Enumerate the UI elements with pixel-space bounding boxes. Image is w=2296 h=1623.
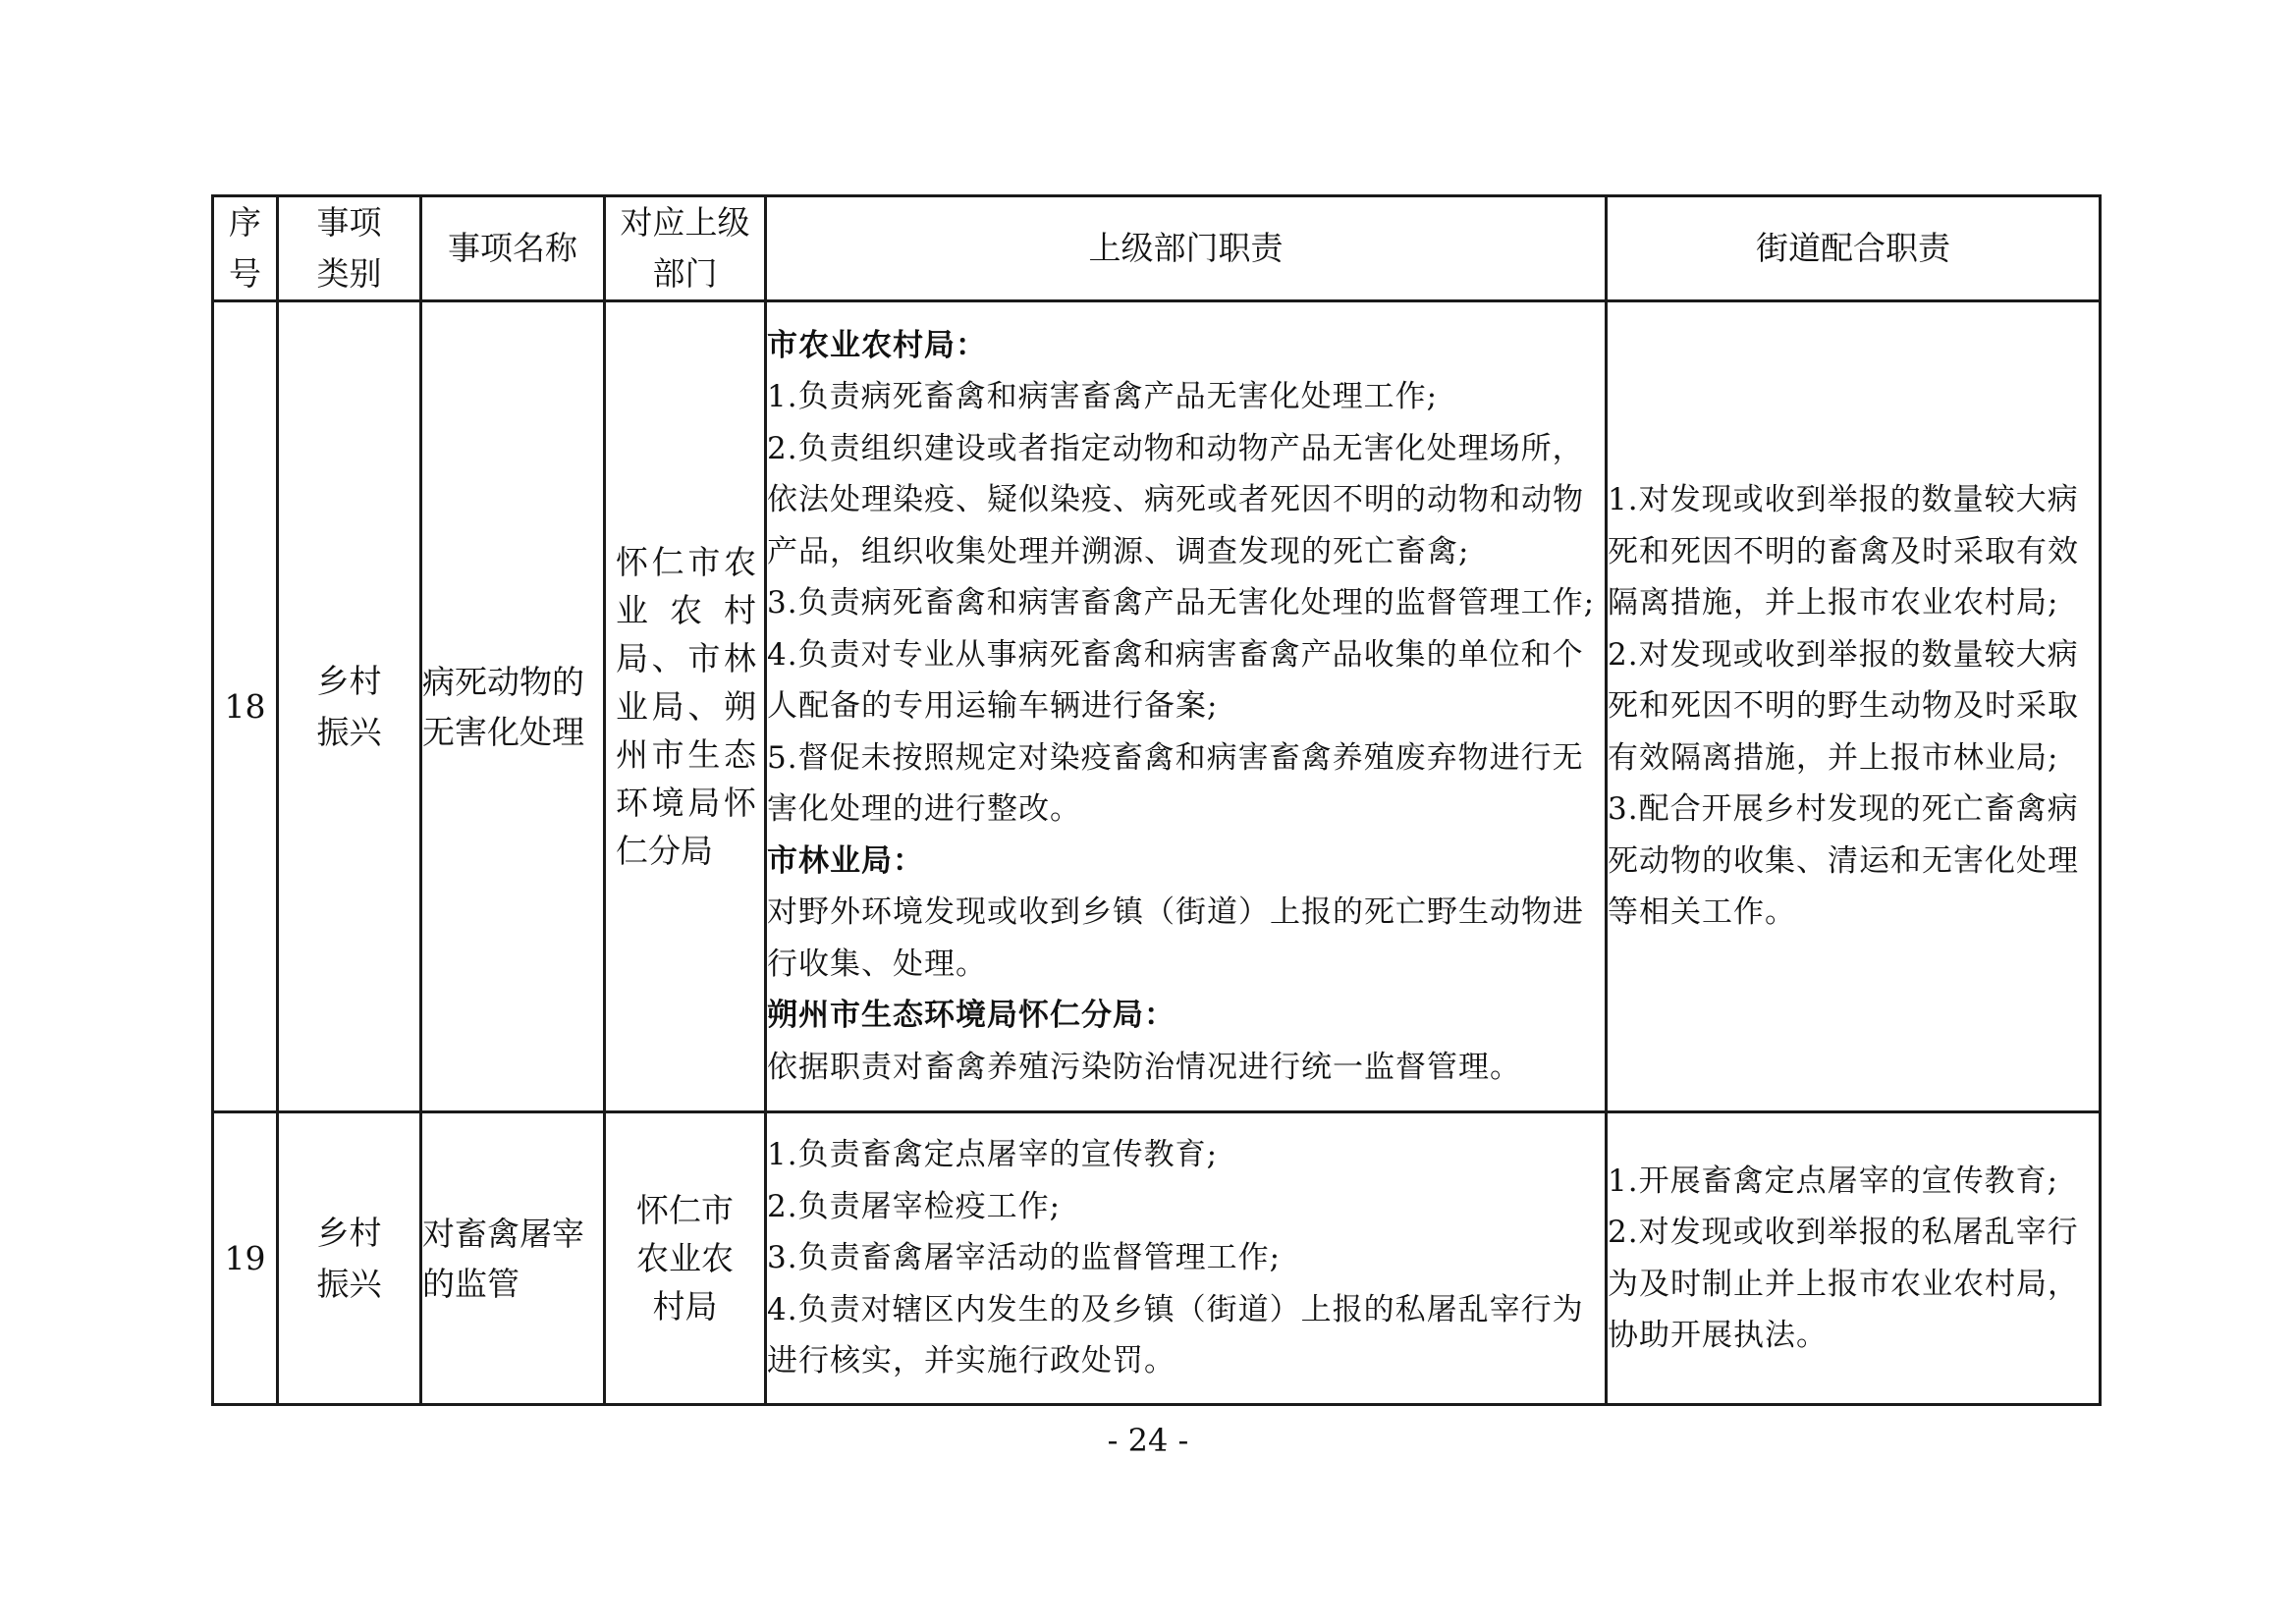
duty-item: 1.负责畜禽定点屠宰的宣传教育;: [767, 1137, 1219, 1173]
page-number: - 24 -: [1107, 1422, 1189, 1459]
row-no: 18: [213, 301, 278, 1112]
duty-item: 对野外环境发现或收到乡镇（街道）上报的死亡野生动物进行收集、处理。: [767, 894, 1584, 982]
street-duty-item: 1.开展畜禽定点屠宰的宣传教育;: [1608, 1163, 2059, 1199]
header-name: 事项名称: [421, 196, 605, 301]
duty-item: 2.负责组织建设或者指定动物和动物产品无害化处理场所，依法处理染疫、疑似染疫、病死或者死因不明的动物和动物产品，组织收集处理并溯源、调查发现的死亡畜禽;: [767, 430, 1584, 569]
street-duty-item: 2.对发现或收到举报的数量较大病死和死因不明的野生动物及时采取有效隔离措施，并上报市林业局;: [1608, 636, 2079, 776]
row-street-duties: [1607, 301, 2101, 1112]
table-header-row: [213, 196, 2101, 301]
row-item-name: 对畜禽屠宰的监管: [421, 1112, 605, 1405]
table-row: [213, 1112, 2101, 1405]
duty-item: 4.负责对辖区内发生的及乡镇（街道）上报的私屠乱宰行为进行核实，并实施行政处罚。: [767, 1291, 1584, 1380]
duty-item: 4.负责对专业从事病死畜禽和病害畜禽产品收集的单位和个人配备的专用运输车辆进行备案;: [767, 636, 1584, 725]
duty-item: 3.负责病死畜禽和病害畜禽产品无害化处理的监督管理工作;: [767, 585, 1596, 622]
duty-item: 依据职责对畜禽养殖污染防治情况进行统一监督管理。: [767, 1049, 1521, 1085]
duty-org-title: 朔州市生态环境局怀仁分局：: [767, 998, 1175, 1034]
table-row: [213, 301, 2101, 1112]
row-upper-duties: [766, 301, 1607, 1112]
street-duty-item: 1.对发现或收到举报的数量较大病死和死因不明的畜禽及时采取有效隔离措施，并上报市农业农村局;: [1608, 482, 2079, 622]
duty-item: 5.督促未按照规定对染疫畜禽和病害畜禽养殖废弃物进行无害化处理的进行整改。: [767, 739, 1584, 828]
header-dept: 对应上级部门: [605, 196, 766, 301]
row-item-name: 病死动物的无害化处理: [421, 301, 605, 1112]
duty-item: 1.负责病死畜禽和病害畜禽产品无害化处理工作;: [767, 379, 1439, 415]
street-duty-item: 2.对发现或收到举报的私屠乱宰行为及时制止并上报市农业农村局，协助开展执法。: [1608, 1215, 2079, 1353]
duty-item: 2.负责屠宰检疫工作;: [767, 1188, 1062, 1224]
street-duty-item: 3.配合开展乡村发现的死亡畜禽病死动物的收集、清运和无害化处理等相关工作。: [1608, 791, 2079, 931]
header-category: 事项类别: [278, 196, 421, 301]
row-dept: 怀仁市农业农村局: [605, 1112, 766, 1405]
duty-org-title: 市林业局：: [767, 842, 924, 879]
duty-org-title: 市农业农村局：: [767, 327, 987, 363]
header-upper-duty: 上级部门职责: [766, 196, 1607, 301]
duty-item: 3.负责畜禽屠宰活动的监督管理工作;: [767, 1240, 1282, 1276]
row-category: 乡村振兴: [278, 1112, 421, 1405]
row-upper-duties: [766, 1112, 1607, 1405]
row-no: 19: [213, 1112, 278, 1405]
row-street-duties: [1607, 1112, 2101, 1405]
header-street-duty: 街道配合职责: [1607, 196, 2101, 301]
header-no: 序号: [213, 196, 278, 301]
row-category: 乡村振兴: [278, 301, 421, 1112]
row-dept: 怀仁市农业农村局、市林业局、朔州市生态环境局怀仁分局: [605, 301, 766, 1112]
duty-table: [211, 194, 2102, 1406]
